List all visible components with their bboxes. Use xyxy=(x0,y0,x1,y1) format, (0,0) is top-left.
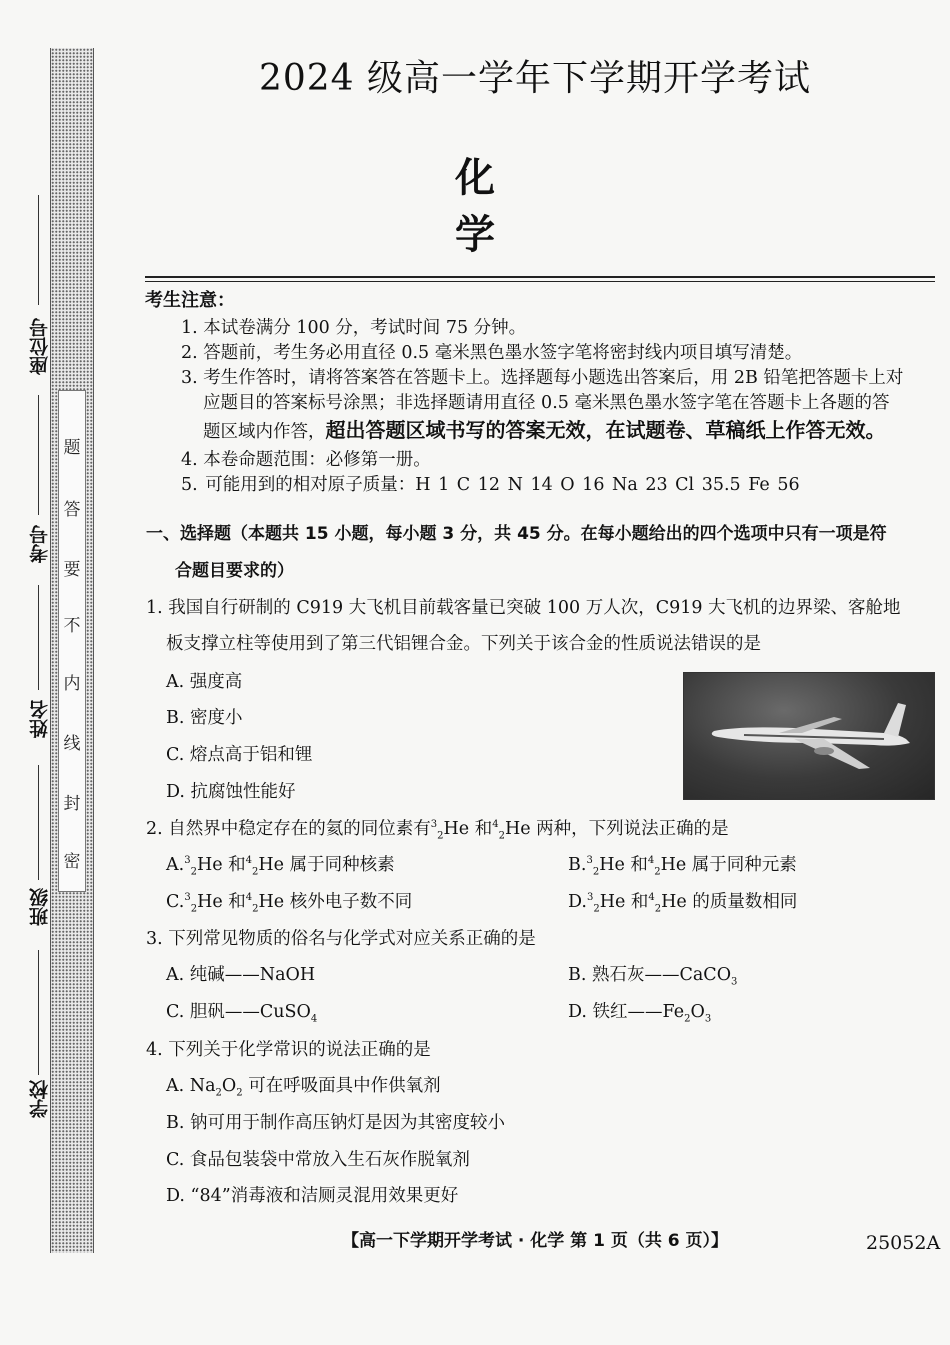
subject-char: 化 xyxy=(455,155,495,201)
q1-option-c: C. 熔点高于铝和锂 xyxy=(166,745,313,765)
seat-number-line[interactable] xyxy=(38,195,39,305)
class-line[interactable] xyxy=(38,765,39,880)
q2-stem: 2. 自然界中稳定存在的氦的同位素有$^3_2$He 和$^4_2$He 两种，下列说法正确的是 xyxy=(146,819,729,842)
subject-title xyxy=(455,146,655,260)
seal-char: 要 xyxy=(63,560,81,580)
q3-stem: 3. 下列常见物质的俗名与化学式对应关系正确的是 xyxy=(146,929,536,949)
q3-option-d: D. 铁红$——Fe_2O_3$ xyxy=(568,1002,712,1025)
q3-option-a: A. 纯碱——NaOH xyxy=(166,965,316,985)
school-label: 学校 xyxy=(29,1080,51,1118)
seal-line-box xyxy=(58,390,86,892)
q4-option-d: D. “84”消毒液和洁厕灵混用效果更好 xyxy=(166,1186,459,1206)
seal-char: 内 xyxy=(63,674,81,694)
exam-number-line[interactable] xyxy=(38,395,39,515)
exam-number-label: 考号 xyxy=(29,525,51,563)
q3-option-b: B. 熟石灰——CaCO$_3$ xyxy=(568,965,738,988)
seal-char: 线 xyxy=(63,734,81,754)
notice-item: 1. 本试卷满分 100 分，考试时间 75 分钟。 xyxy=(181,318,527,338)
q2-option-b: B.$^3_2$He 和$^4_2$He 属于同种元素 xyxy=(568,855,797,878)
notice-item: 5. 可能用到的相对原子质量：H 1 C 12 N 14 O 16 Na 23 Cl 35.5 Fe 56 xyxy=(181,475,800,495)
seal-char: 密 xyxy=(63,852,81,872)
name-line[interactable] xyxy=(38,585,39,690)
q1-option-a: A. 强度高 xyxy=(166,672,243,692)
q4-option-c: C. 食品包装袋中常放入生石灰作脱氧剂 xyxy=(166,1150,470,1170)
seal-char: 题 xyxy=(63,438,81,458)
seal-char: 封 xyxy=(63,794,81,814)
c919-airplane-photo xyxy=(683,672,935,800)
header-rule xyxy=(145,276,935,278)
section-heading: 一、选择题（本题共 15 小题，每小题 3 分，共 45 分。在每小题给出的四个选项中只有一项是符 xyxy=(146,524,887,544)
q2-option-d: D.$^3_2$He 和$^4_2$He 的质量数相同 xyxy=(568,892,798,915)
q2-option-c: C.$^3_2$He 和$^4_2$He 核外电子数不同 xyxy=(166,892,413,915)
school-line[interactable] xyxy=(38,950,39,1075)
seal-char: 不 xyxy=(63,616,81,636)
airplane-icon xyxy=(684,673,934,799)
q1-stem: 1. 我国自行研制的 C919 大飞机目前载客量已突破 100 万人次，C919 大飞机的边界梁、客舱地 xyxy=(146,598,901,618)
header-rule-thin xyxy=(145,281,935,282)
exam-title: 2024 级高一学年下学期开学考试 xyxy=(258,58,812,99)
notice-item: 4. 本卷命题范围：必修第一册。 xyxy=(181,450,431,470)
q1-option-d: D. 抗腐蚀性能好 xyxy=(166,782,296,802)
notice-heading: 考生注意： xyxy=(145,290,235,311)
notice-item-cont xyxy=(203,418,886,443)
paper-code: 25052A xyxy=(866,1232,941,1254)
name-label: 姓名 xyxy=(29,700,51,738)
page-footer: 【高一下学期开学考试 · 化学 第 1 页（共 6 页）】 xyxy=(341,1231,729,1251)
q1-stem-cont: 板支撑立柱等使用到了第三代铝锂合金。下列关于该合金的性质说法错误的是 xyxy=(166,634,761,654)
seal-char: 答 xyxy=(63,500,81,520)
q4-option-b: B. 钠可用于制作高压钠灯是因为其密度较小 xyxy=(166,1113,505,1133)
notice-item: 2. 答题前，考生务必用直径 0.5 毫米黑色墨水签字笔将密封线内项目填写清楚。 xyxy=(181,343,803,363)
q4-stem: 4. 下列关于化学常识的说法正确的是 xyxy=(146,1040,431,1060)
section-heading-cont: 合题目要求的） xyxy=(175,561,294,581)
notice-item: 3. 考生作答时，请将答案答在答题卡上。选择题每小题选出答案后，用 2B 铅笔把答题卡上对 xyxy=(181,368,904,388)
notice-emphasis: 超出答题区域书写的答案无效，在试题卷、草稿纸上作答无效。 xyxy=(325,418,886,442)
notice-item-cont: 应题目的答案标号涂黑；非选择题请用直径 0.5 毫米黑色墨水签字笔在答题卡上各题的答 xyxy=(203,393,890,413)
notice-item-text: 题区域内作答， xyxy=(203,422,326,442)
seat-number-label: 座位号 xyxy=(29,318,51,375)
q2-option-a: A.$^3_2$He 和$^4_2$He 属于同种核素 xyxy=(166,855,395,878)
subject-char: 学 xyxy=(455,212,495,258)
q1-option-b: B. 密度小 xyxy=(166,708,243,728)
q3-option-c: C. 胆矾——CuSO$_4$ xyxy=(166,1002,318,1025)
q4-option-a: A. $Na_2O_2$ 可在呼吸面具中作供氧剂 xyxy=(166,1076,441,1099)
class-label: 班级 xyxy=(29,888,51,926)
